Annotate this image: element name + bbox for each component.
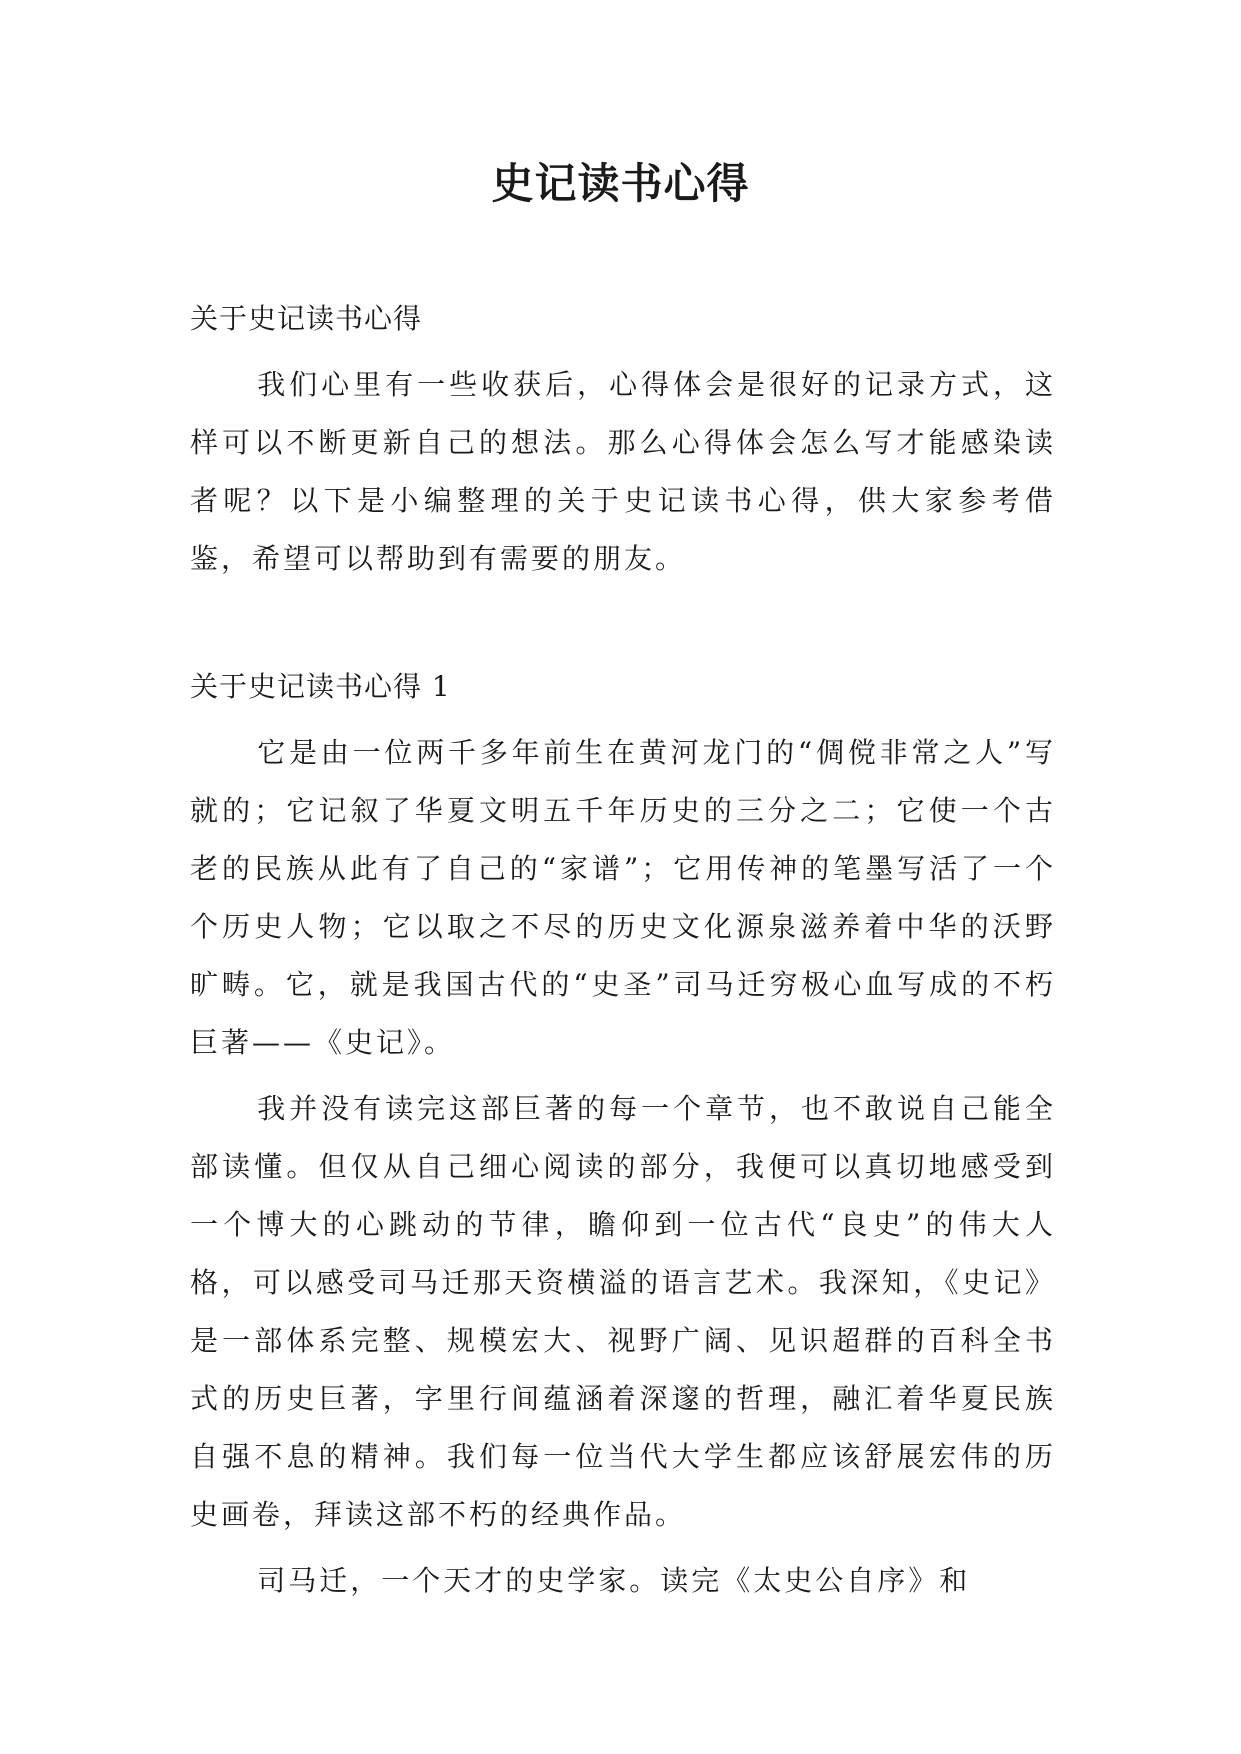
intro-heading: 关于史记读书心得: [190, 302, 423, 335]
document-body: [190, 290, 1056, 1610]
spacer: [190, 348, 1056, 356]
section1-paragraph: 它是由一位两千多年前生在黄河龙门的“倜傥非常之人”写就的；它记叙了华夏文明五千年历史的三分之二；它使一个古老的民族从此有了自己的“家谱”；它用传神的笔墨写活了一个个历史人物；它以取之不尽的历史文化源泉滋养着中华的沃野旷畴。它，就是我国古代的“史圣”司马迁穷极心血写成的不朽巨著——《史记》。: [190, 736, 1056, 1059]
spacer: [190, 1072, 1056, 1080]
section1-paragraph: 司马迁，一个天才的史学家。读完《太史公自序》和: [257, 1564, 971, 1597]
intro-paragraph: 我们心里有一些收获后，心得体会是很好的记录方式，这样可以不断更新自己的想法。那么心得体会怎么写才能感染读者呢？以下是小编整理的关于史记读书心得，供大家参考借鉴，希望可以帮助到有需要的朋友。: [190, 368, 1056, 575]
spacer: [190, 1544, 1056, 1552]
spacer: [190, 716, 1056, 724]
document-title: 史记读书心得: [491, 159, 750, 208]
section1-paragraph: 我并没有读完这部巨著的每一个章节，也不敢说自己能全部读懂。但仅从自己细心阅读的部分，我便可以真切地感受到一个博大的心跳动的节律，瞻仰到一位古代“良史”的伟大人格，可以感受司马迁那天资横溢的语言艺术。我深知，《史记》是一部体系完整、规模宏大、视野广阔、见识超群的百科全书式的历史巨著，字里行间蕴涵着深邃的哲理，融汇着华夏民族自强不息的精神。我们每一位当代大学生都应该舒展宏伟的历史画卷，拜读这部不朽的经典作品。: [190, 1092, 1056, 1531]
section-spacer: [190, 588, 1056, 658]
section1-heading: 关于史记读书心得 1: [190, 670, 451, 703]
